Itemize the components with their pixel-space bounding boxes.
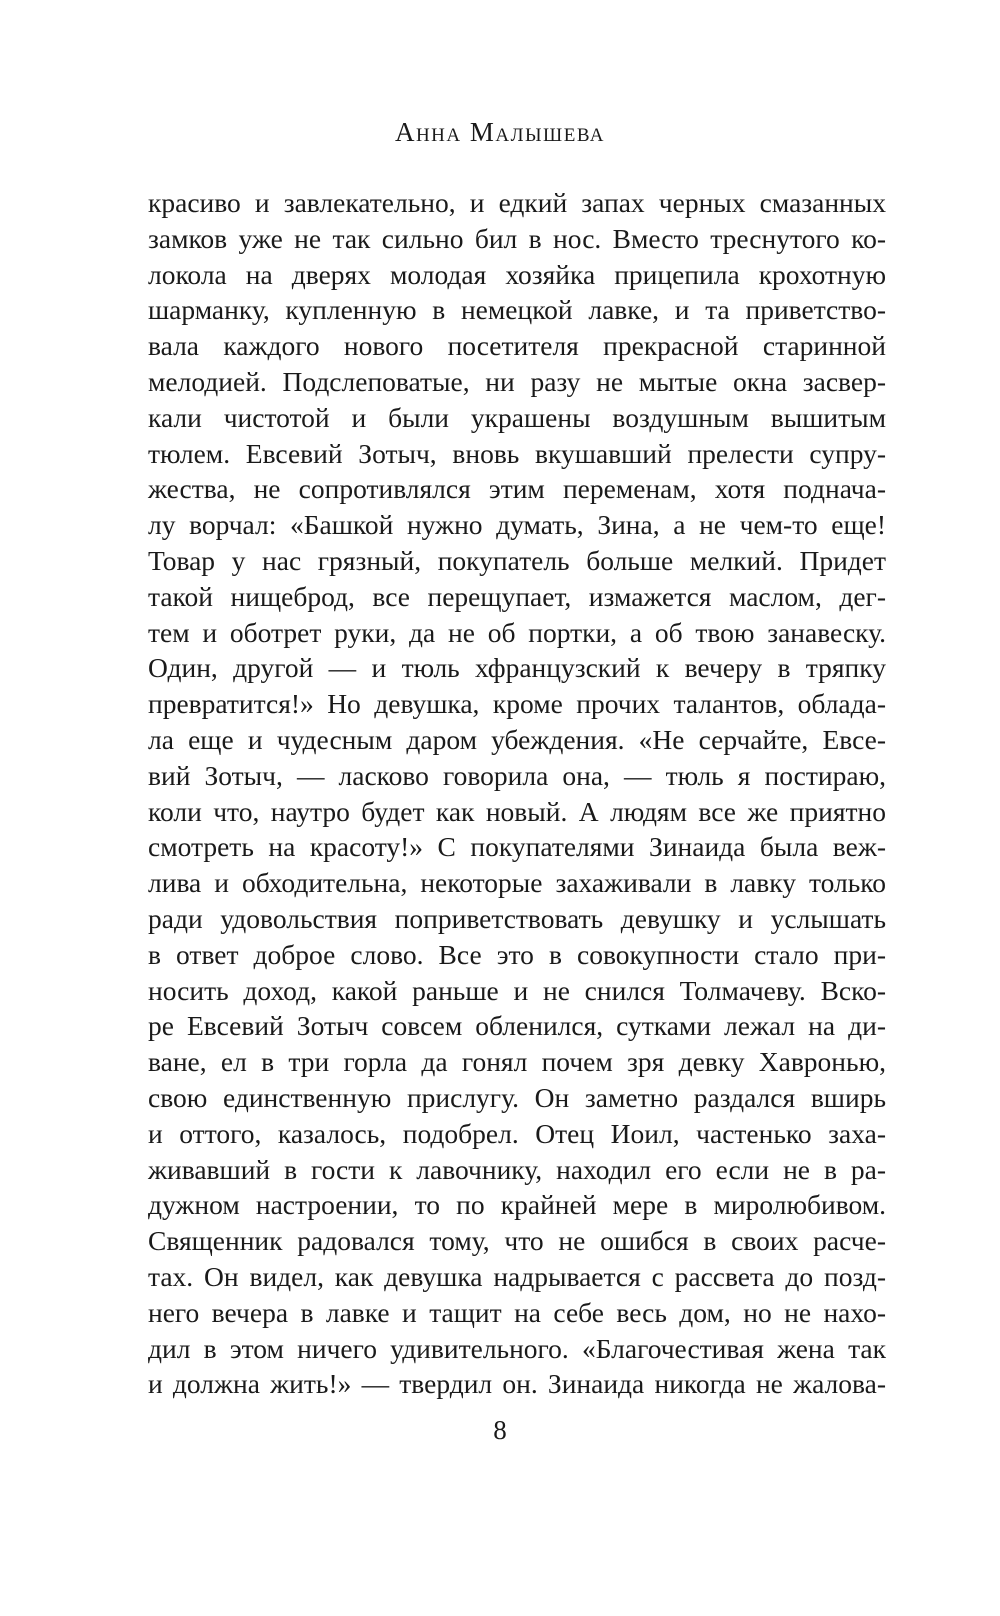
text-line: локола на дверях молодая хозяйка прицепила крохотную [148, 258, 886, 290]
text-line: красиво и завлекательно, и едкий запах черных смазанных [148, 187, 886, 218]
text-line: живавший в гости к лавочнику, находил его если не в ра- [148, 1153, 886, 1185]
text-line: носить доход, какой раньше и не снился Толмачеву. Вско- [148, 974, 886, 1006]
text-line: такой нищеброд, все перещупает, измажется маслом, дег- [148, 580, 886, 612]
body-text [148, 185, 886, 1402]
text-line: дужном настроении, то по крайней мере в миролюбивом. [148, 1189, 886, 1221]
text-line: лу ворчал: «Башкой нужно думать, Зина, а не чем-то еще! [148, 509, 886, 541]
page-number: 8 [493, 1415, 507, 1445]
text-line: ради удовольствия поприветствовать девушку и услышать [148, 902, 886, 934]
text-line: вий Зотыч, — ласково говорила она, — тюль я постираю, [148, 759, 886, 791]
text-line: коли что, наутро будет как новый. А людям все же приятно [148, 795, 886, 827]
text-line: ла еще и чудесным даром убеждения. «Не серчайте, Евсе- [148, 723, 886, 755]
text-line: смотреть на красоту!» С покупателями Зинаида была веж- [148, 831, 886, 863]
text-line: мелодией. Подслеповатые, ни разу не мытые окна засвер- [148, 365, 886, 397]
text-line: ване, ел в три горла да гонял почем зря девку Хавронью, [148, 1046, 886, 1078]
text-line: него вечера в лавке и тащит на себе весь дом, но не нахо- [148, 1296, 886, 1328]
text-line: Один, другой — и тюль хфранцузский к вечеру в тряпку [148, 652, 886, 684]
text-line: тюлем. Евсевий Зотыч, вновь вкушавший прелести супру- [148, 437, 886, 469]
text-line: Священник радовался тому, что не ошибся в своих расче- [148, 1225, 886, 1257]
text-line: ре Евсевий Зотыч совсем обленился, сутками лежал на ди- [148, 1010, 886, 1042]
text-line: вала каждого нового посетителя прекрасной старинной [148, 330, 886, 362]
text-line: в ответ доброе слово. Все это в совокупности стало при- [148, 938, 886, 970]
text-line: и оттого, казалось, подобрел. Отец Иоил, частенько заха- [148, 1117, 886, 1149]
text-line: тах. Он видел, как девушка надрывается с рассвета до позд- [148, 1260, 886, 1292]
text-line: превратится!» Но девушка, кроме прочих талантов, облада- [148, 688, 886, 720]
text-line: лива и обходительна, некоторые захаживали в лавку только [148, 867, 886, 899]
text-line: кали чистотой и были украшены воздушным вышитым [148, 401, 886, 433]
running-head: Анна Малышева [394, 117, 606, 147]
text-line: шарманку, купленную в немецкой лавке, и та приветство- [148, 294, 886, 326]
text-line: свою единственную прислугу. Он заметно раздался вширь [148, 1081, 886, 1113]
text-line: дил в этом ничего удивительного. «Благочестивая жена так [148, 1332, 886, 1364]
text-line: жества, не сопротивлялся этим переменам, хотя поднача- [148, 473, 886, 505]
text-line: Товар у нас грязный, покупатель больше мелкий. Придет [148, 544, 886, 576]
text-line: замков уже не так сильно бил в нос. Вместо треснутого ко- [148, 222, 886, 254]
text-line: тем и оботрет руки, да не об портки, а об твою занавеску. [148, 616, 886, 648]
text-line: и должна жить!» — твердил он. Зинаида никогда не жалова- [148, 1368, 886, 1400]
